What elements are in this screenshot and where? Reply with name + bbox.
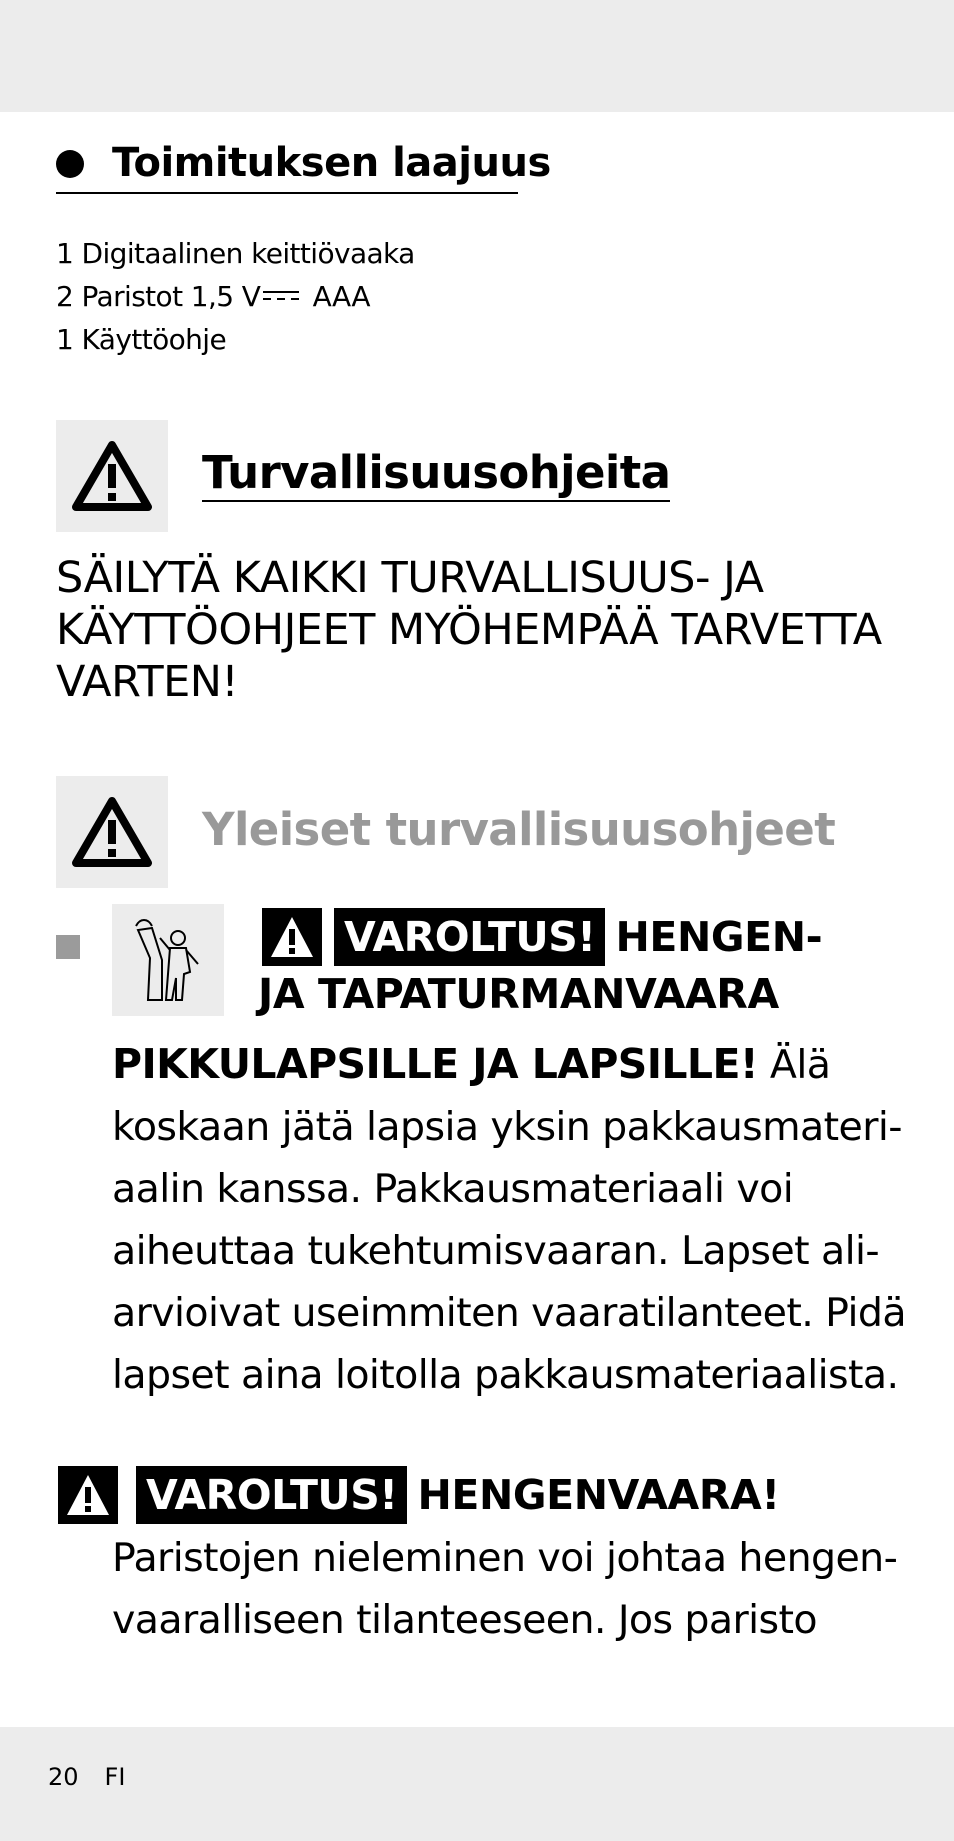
warning1-head-1: HENGEN- [615, 913, 823, 961]
general-warning-icon-box [56, 776, 168, 888]
language-code: FI [104, 1763, 126, 1791]
warning1-body [112, 1033, 932, 1406]
warning-badge-icon [58, 1466, 118, 1524]
warning1-head-2: JA TAPATURMANVAARA [258, 970, 779, 1018]
general-safety-title: Yleiset turvallisuusohjeet [202, 803, 836, 856]
safety-warning-icon-box [56, 420, 168, 532]
child-with-packaging-icon [132, 916, 204, 1004]
list-item [56, 275, 415, 318]
scope-title: Toimituksen laajuus [112, 140, 551, 186]
safety-title: Turvallisuusohjeita [202, 446, 670, 502]
list-item: 1 Käyttöohje [56, 323, 227, 356]
header-band [0, 0, 954, 112]
list-item: 1 Digitaalinen keittiövaaka [56, 237, 415, 270]
dc-current-icon [262, 290, 300, 302]
warning-triangle-icon [64, 1472, 112, 1518]
warning-label-badge: VAROLTUS! [136, 1466, 407, 1524]
warning1-body-text: Älä koskaan jätä lapsia yksin pakkausmateriaalin kanssa. Pakkausmateriaali voi aiheuttaa tukehtumisvaaran. Lapset aliarvioivat useimmiten vaaratilanteet. Pidä lapset aina loitolla pakkausmateriaalista. [112, 1042, 906, 1398]
child-packaging-pictogram [112, 904, 224, 1016]
list-item-text: 2 Paristot 1,5 V [56, 280, 261, 313]
warning-badge-icon [262, 908, 322, 966]
warning-triangle-icon [71, 440, 153, 512]
list-item-text: AAA [304, 280, 370, 313]
keep-instructions-text: SÄILYTÄ KAIKKI TURVALLISUUS- JA KÄYTTÖOHJEET MYÖHEMPÄÄ TARVETTA VARTEN! [56, 553, 882, 707]
scope-list [56, 232, 415, 361]
warning-label-badge: VAROLTUS! [334, 908, 605, 966]
warning2-body: Paristojen nieleminen voi johtaa hengenvaaralliseen tilanteeseen. Jos paristo [112, 1535, 898, 1643]
warning-triangle-icon [268, 914, 316, 960]
warning2-head: HENGENVAARA! [417, 1471, 780, 1519]
square-bullet-icon [56, 935, 80, 959]
round-bullet-icon [56, 150, 84, 178]
scope-heading [56, 140, 551, 194]
page-footer [48, 1763, 151, 1791]
warning-triangle-icon [71, 796, 153, 868]
warning1-head-3: PIKKULAPSILLE JA LAPSILLE! [112, 1040, 758, 1088]
page-number: 20 [48, 1763, 79, 1791]
warning1-headline [262, 908, 822, 966]
warning2-headline [58, 1466, 780, 1524]
